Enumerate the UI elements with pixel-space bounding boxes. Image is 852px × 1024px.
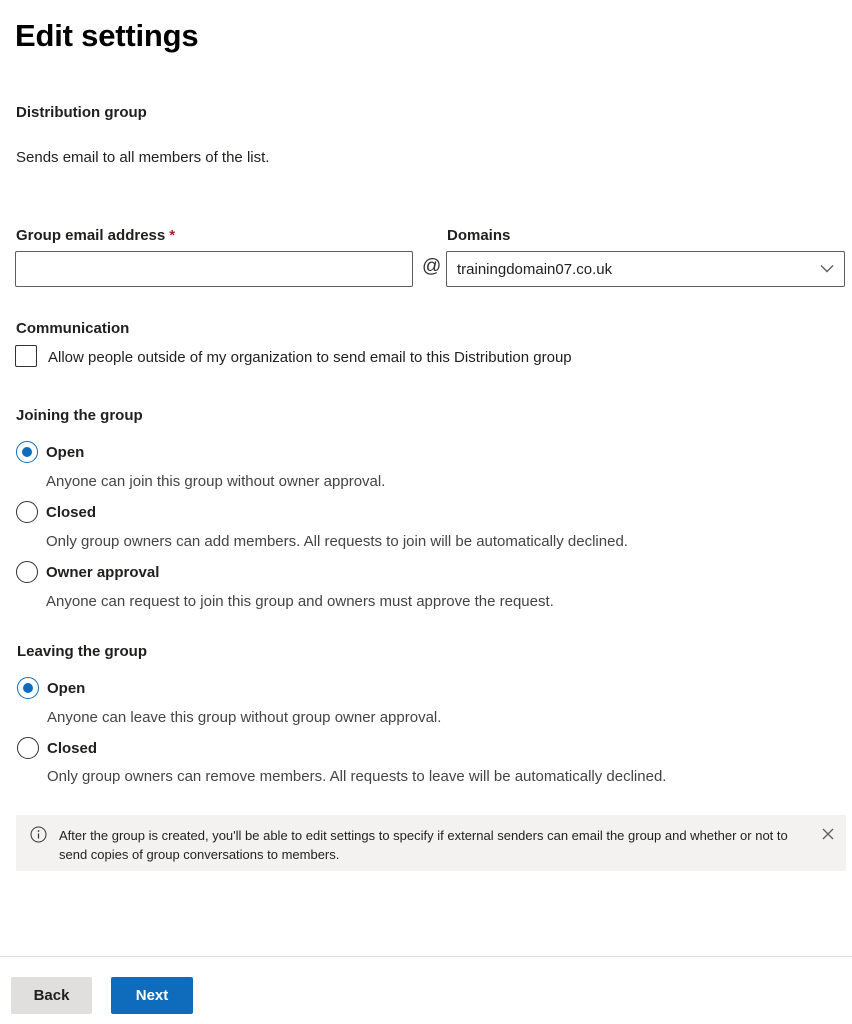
- footer-divider: [0, 956, 852, 957]
- joining-closed-label[interactable]: Closed: [46, 504, 97, 521]
- leaving-closed-radio[interactable]: [17, 737, 39, 759]
- joining-heading: Joining the group: [16, 407, 143, 424]
- notice-text: After the group is created, you'll be able to edit settings to specify if external senders can email the group and whether or not to send copies of group conversations to members.: [59, 828, 788, 862]
- domains-dropdown[interactable]: [446, 251, 845, 287]
- leaving-open-description: Anyone can leave this group without group owner approval.: [47, 709, 442, 726]
- close-icon[interactable]: [821, 827, 835, 841]
- joining-open-label[interactable]: Open: [46, 444, 85, 461]
- at-symbol: @: [422, 256, 442, 277]
- group-email-label-text: Group email address: [16, 227, 166, 244]
- leaving-open-label[interactable]: Open: [47, 680, 86, 697]
- leaving-closed-description: Only group owners can remove members. All requests to leave will be automatically declined.: [47, 768, 667, 785]
- joining-closed-radio[interactable]: [16, 501, 38, 523]
- external-senders-checkbox[interactable]: [15, 345, 37, 367]
- group-email-input[interactable]: [15, 251, 413, 287]
- leaving-closed-label[interactable]: Closed: [47, 740, 98, 757]
- joining-open-radio[interactable]: [16, 441, 38, 463]
- domains-selected-value: trainingdomain07.co.uk: [457, 260, 613, 278]
- leaving-open-radio[interactable]: [17, 677, 39, 699]
- domains-label: Domains: [447, 227, 511, 244]
- leaving-heading: Leaving the group: [17, 643, 148, 660]
- required-marker: *: [169, 227, 176, 244]
- external-senders-label[interactable]: Allow people outside of my organization to send email to this Distribution group: [48, 349, 572, 366]
- info-notice: [16, 815, 846, 871]
- joining-owner-approval-radio[interactable]: [16, 561, 38, 583]
- joining-owner-approval-description: Anyone can request to join this group and owners must approve the request.: [46, 593, 554, 610]
- group-email-label: [16, 227, 175, 244]
- joining-open-description: Anyone can join this group without owner approval.: [46, 473, 386, 490]
- group-type-description: Sends email to all members of the list.: [16, 149, 270, 166]
- info-icon: [30, 826, 47, 843]
- back-button[interactable]: Back: [11, 977, 92, 1014]
- chevron-down-icon: [820, 260, 834, 278]
- next-button[interactable]: Next: [111, 977, 193, 1014]
- joining-owner-approval-label[interactable]: Owner approval: [46, 564, 160, 581]
- joining-closed-description: Only group owners can add members. All requests to join will be automatically declined.: [46, 533, 628, 550]
- page-title: Edit settings: [15, 18, 199, 53]
- communication-heading: Communication: [16, 320, 130, 337]
- group-type-heading: Distribution group: [16, 104, 147, 121]
